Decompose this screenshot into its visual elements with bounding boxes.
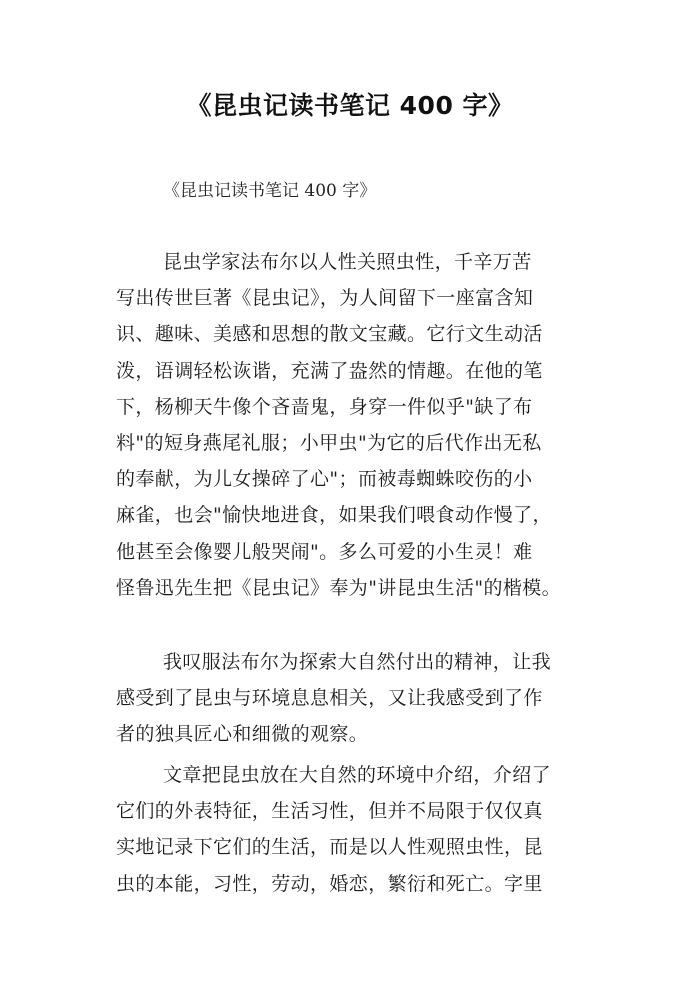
- paragraph-line: 识、趣味、美感和思想的散文宝藏。它行文生动活: [116, 323, 543, 346]
- paragraph-line: 他甚至会像婴儿般哭闹"。多么可爱的小生灵！难: [116, 540, 533, 563]
- paragraph-3: [116, 757, 596, 902]
- paragraph-line: 感受到了昆虫与环境息息相关，又让我感受到了作: [116, 687, 543, 710]
- paragraph-line: 它们的外表特征，生活习性，但并不局限于仅仅真: [116, 800, 543, 823]
- paragraph-line: 写出传世巨著《昆虫记》，为人间留下一座富含知: [116, 287, 534, 310]
- paragraph-line: 昆虫学家法布尔以人性关照虫性，千辛万苦: [163, 251, 532, 273]
- document-title: 《昆虫记读书笔记 400 字》: [186, 91, 514, 120]
- paragraph-line: 料"的短身燕尾礼服；小甲虫"为它的后代作出无私: [116, 432, 542, 455]
- paragraph-line: 虫的本能，习性，劳动，婚恋，繁衍和死亡。字里: [116, 872, 543, 895]
- paragraph-2: [116, 644, 596, 753]
- paragraph-line: 泼，语调轻松诙谐，充满了盎然的情趣。在他的笔: [116, 359, 543, 382]
- paragraph-line: 的奉献，为儿女操碎了心"；而被毒蜘蛛咬伤的小: [116, 468, 533, 491]
- paragraph-1: [116, 244, 596, 606]
- paragraph-line: 我叹服法布尔为探索大自然付出的精神，让我: [163, 651, 552, 673]
- paragraph-line: 者的独具匠心和细微的观察。: [116, 723, 369, 746]
- paragraph-line: 下，杨柳天牛像个吝啬鬼，身穿一件似乎"缺了布: [116, 395, 533, 418]
- document-subtitle: 《昆虫记读书笔记 400 字》: [163, 181, 377, 201]
- paragraph-line: 文章把昆虫放在大自然的环境中介绍，介绍了: [163, 764, 552, 786]
- paragraph-line: 麻雀，也会"愉快地进食，如果我们喂食动作慢了，: [116, 504, 552, 527]
- paragraph-line: 怪鲁迅先生把《昆虫记》奉为"讲昆虫生活"的楷模。: [116, 576, 562, 599]
- paragraph-line: 实地记录下它们的生活，而是以人性观照虫性，昆: [116, 836, 543, 859]
